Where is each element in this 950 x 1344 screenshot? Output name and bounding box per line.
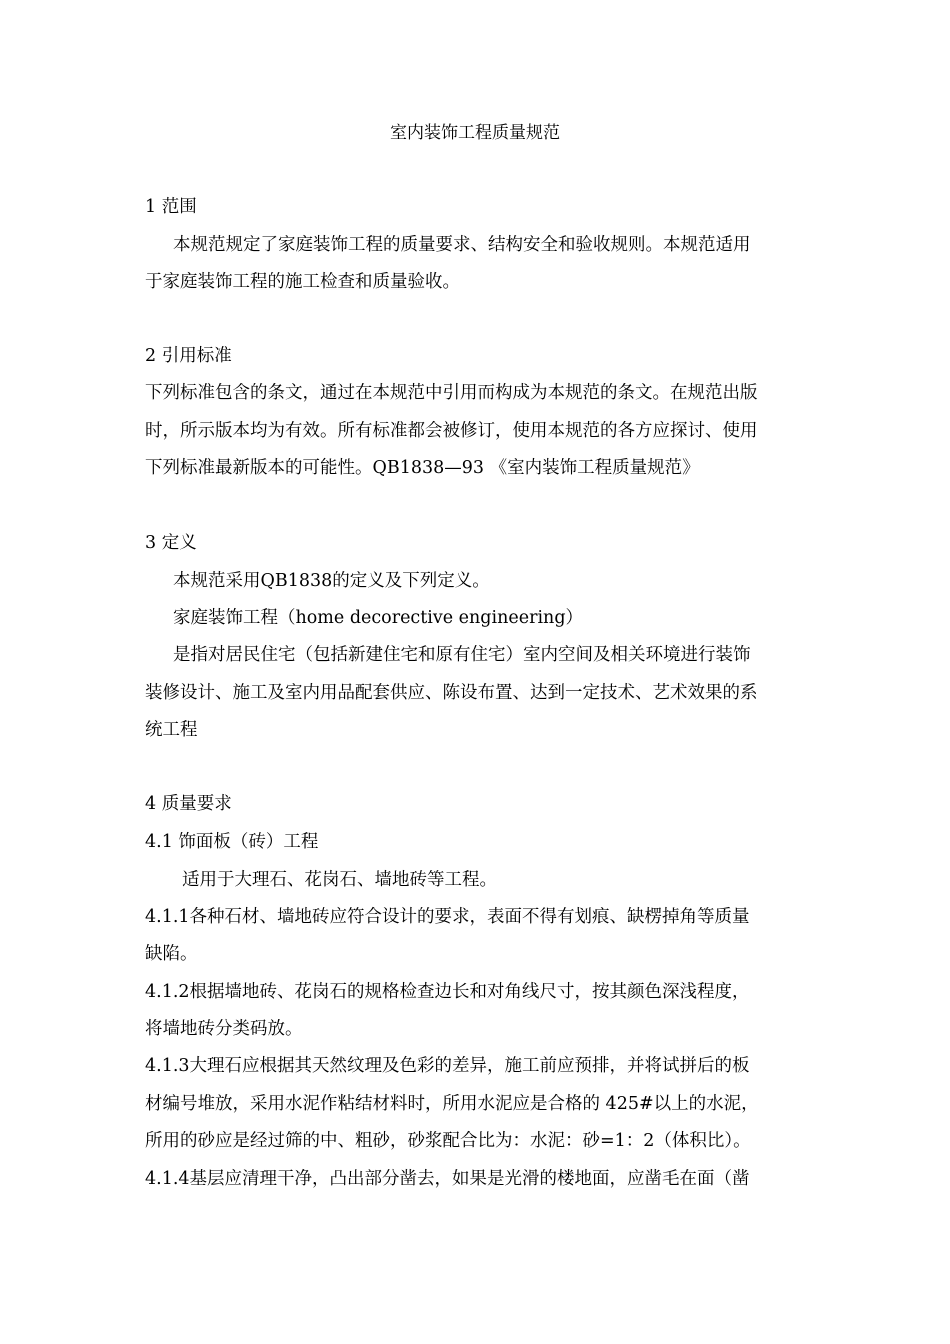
section-1-heading: 1 范围 <box>145 197 197 217</box>
clause-4-1-3-line: 4.1.3大理石应根据其天然纹理及色彩的差异，施工前应预排，并将试拼后的板 <box>145 1056 750 1076</box>
clause-4-1-2-line: 将墙地砖分类码放。 <box>145 1019 303 1039</box>
clause-4-1-1-line: 缺陷。 <box>145 944 198 964</box>
section-2-heading: 2 引用标准 <box>145 346 232 366</box>
clause-4-1-3-line: 材编号堆放，采用水泥作粘结材料时，所用水泥应是合格的 425#以上的水泥， <box>145 1094 759 1114</box>
clause-4-1-2-line: 4.1.2根据墙地砖、花岗石的规格检查边长和对角线尺寸，按其颜色深浅程度， <box>145 982 750 1002</box>
section-4-1-intro: 适用于大理石、花岗石、墙地砖等工程。 <box>182 870 497 890</box>
section-2-paragraph-line: 时，所示版本均为有效。所有标准都会被修订，使用本规范的各方应探讨、使用 <box>145 421 758 441</box>
section-3-paragraph-line: 是指对居民住宅（包括新建住宅和原有住宅）室内空间及相关环境进行装饰 <box>173 645 751 665</box>
section-2-paragraph-line: 下列标准包含的条文，通过在本规范中引用而构成为本规范的条文。在规范出版 <box>145 383 758 403</box>
section-1-paragraph-line: 于家庭装饰工程的施工检查和质量验收。 <box>145 272 460 292</box>
section-3-paragraph-line: 装修设计、施工及室内用品配套供应、陈设布置、达到一定技术、艺术效果的系 <box>145 683 758 703</box>
section-4-heading: 4 质量要求 <box>145 794 232 814</box>
section-3-paragraph-line: 统工程 <box>145 720 198 740</box>
section-3-term-line: 家庭装饰工程（home decorective engineering） <box>173 608 584 628</box>
section-3-paragraph-line: 本规范采用QB1838的定义及下列定义。 <box>173 571 490 591</box>
section-4-1-heading: 4.1 饰面板（砖）工程 <box>145 832 319 852</box>
section-3-heading: 3 定义 <box>145 533 197 553</box>
clause-4-1-3-line: 所用的砂应是经过筛的中、粗砂，砂浆配合比为：水泥：砂=1：2（体积比）。 <box>145 1131 751 1151</box>
section-1-paragraph-line: 本规范规定了家庭装饰工程的质量要求、结构安全和验收规则。本规范适用 <box>173 235 751 255</box>
clause-4-1-1-line: 4.1.1各种石材、墙地砖应符合设计的要求，表面不得有划痕、缺楞掉角等质量 <box>145 907 750 927</box>
clause-4-1-4-line: 4.1.4基层应清理干净，凸出部分凿去，如果是光滑的楼地面，应凿毛在面（凿 <box>145 1169 750 1189</box>
section-2-paragraph-line: 下列标准最新版本的可能性。QB1838—93 《室内装饰工程质量规范》 <box>145 458 700 478</box>
document-title: 室内装饰工程质量规范 <box>390 123 560 143</box>
